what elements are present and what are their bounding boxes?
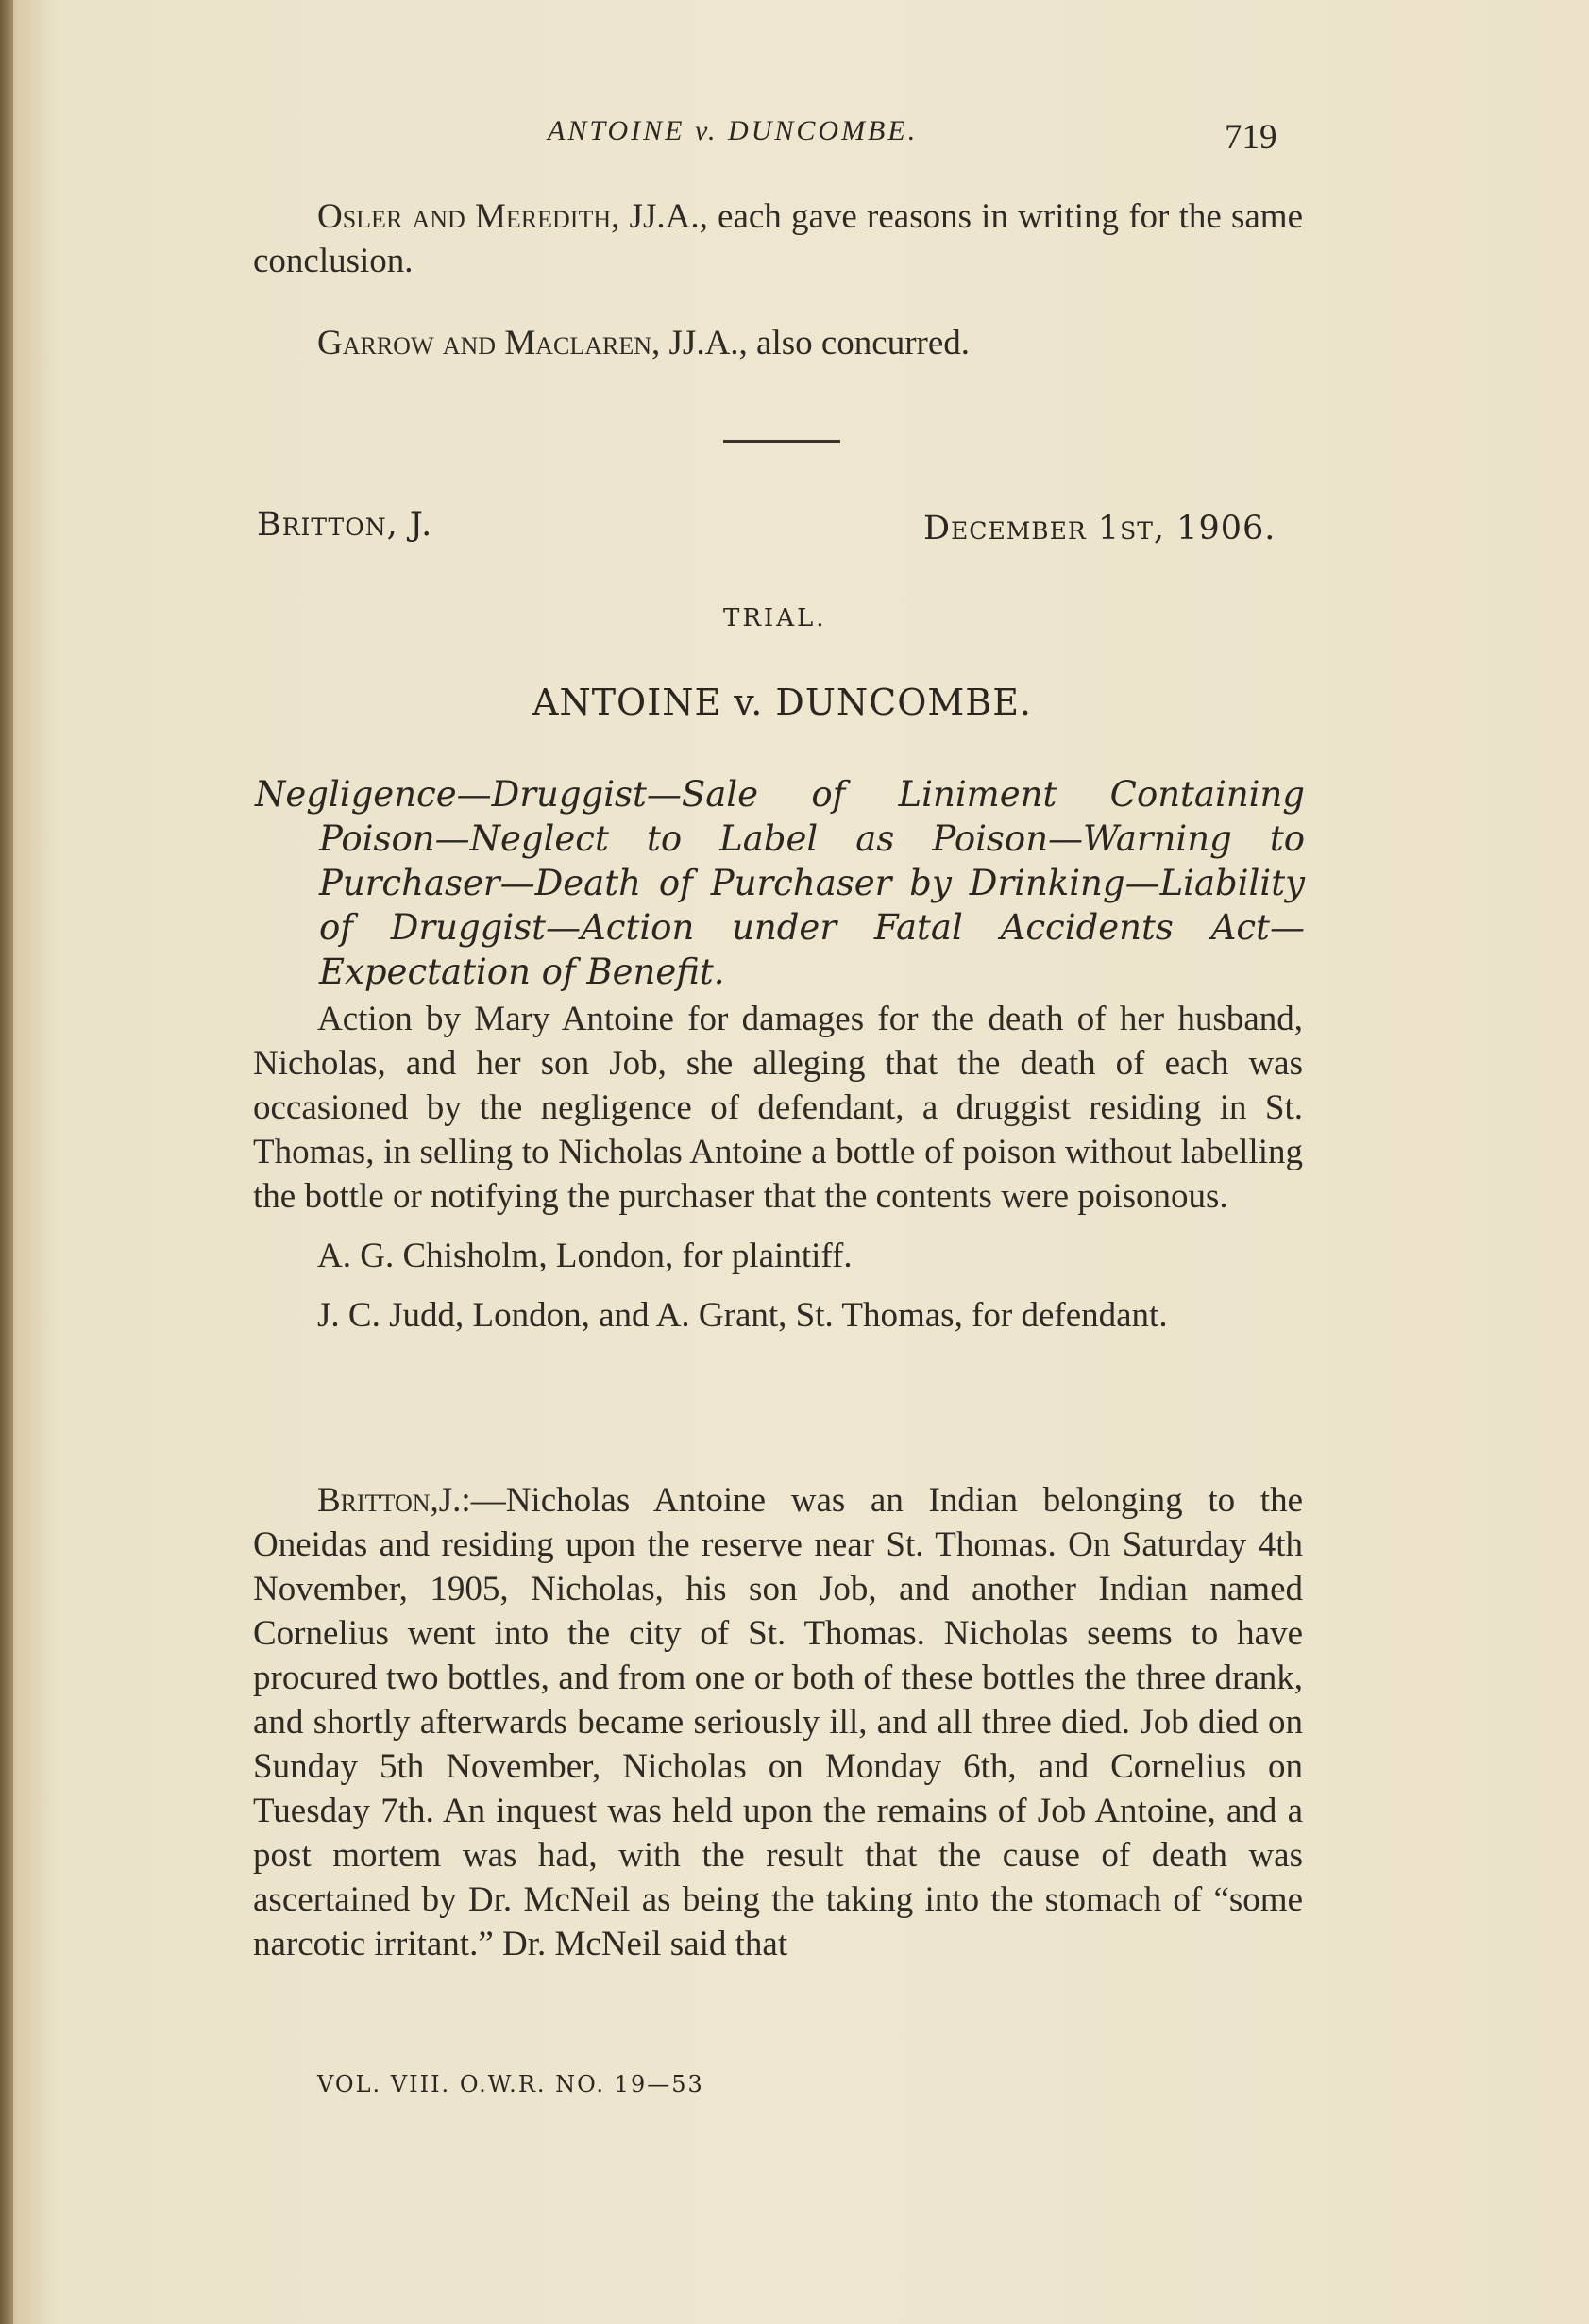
prior-case-paragraph-1	[253, 194, 1303, 283]
judges-names: Osler and Meredith	[317, 197, 612, 236]
signature-footer: VOL. VIII. O.W.R. NO. 19—53	[317, 2071, 704, 2097]
judgment-text	[253, 1478, 1303, 1966]
judgment-block	[253, 1478, 1303, 1966]
case-statement-block	[253, 997, 1303, 1338]
headnote-text: Negligence—Druggist—Sale of Liniment Containing Poison—Neglect to Label as Poison—Warning to Purchaser—Death of Purchaser by Drinking—Liability of Druggist—Action under Fatal Accidents Act—Expectation of Benefit.	[255, 774, 1305, 992]
judgment-date: December 1st, 1906.	[923, 510, 1276, 547]
paragraph-text: , JJ.A., each gave reasons in writing for the same conclusion.	[253, 197, 1303, 280]
section-divider	[723, 440, 840, 443]
page-number: 719	[1225, 118, 1277, 157]
judgment-body: ,J.:—Nicholas Antoine was an Indian belonging to the Oneidas and residing upon the reserve near St. Thomas. On Saturday 4th November, 1905, Nicholas, his son Job, and another Indian named Cornelius went into the city of St. Thomas. Nicholas seems to have procured two bottles, and from one or both of these bottles the three drank, and shortly afterwards became seriously ill, and all three died. Job died on Sunday 5th November, Nicholas on Monday 6th, and Cornelius on Tuesday 7th. An inquest was held upon the remains of Job Antoine, and a post mortem was had, with the result that the cause of death was ascertained by Dr. McNeil as being the taking into the stomach of “some narcotic irritant.” Dr. McNeil said that	[253, 1481, 1303, 1963]
proceeding-type: TRIAL.	[723, 604, 827, 632]
prior-case-paragraph-2	[253, 321, 1303, 365]
counsel-defendant: J. C. Judd, London, and A. Grant, St. Thomas, for defendant.	[317, 1296, 1168, 1335]
paragraph-text: , JJ.A., also concurred.	[651, 324, 971, 362]
running-head: ANTOINE v. DUNCOMBE.	[548, 115, 919, 146]
judge-signature: Britton	[317, 1481, 431, 1520]
judge-name: Britton, J.	[257, 506, 433, 544]
counsel-plaintiff: A. G. Chisholm, London, for plaintiff.	[317, 1237, 853, 1275]
prior-case-conclusion	[253, 194, 1303, 365]
judges-names: Garrow and Maclaren	[317, 324, 652, 362]
page-binding-edge	[0, 0, 13, 2324]
case-title: ANTOINE v. DUNCOMBE.	[532, 682, 1033, 723]
headnote	[255, 772, 1305, 994]
case-statement: Action by Mary Antoine for damages for the death of her husband, Nicholas, and her son Job, she alleging that the death of each was occasioned by the negligence of defendant, a druggist residing in St. Thomas, in selling to Nicholas Antoine a bottle of poison without labelling the bottle or notifying the purchaser that the contents were poisonous.	[253, 1000, 1303, 1216]
